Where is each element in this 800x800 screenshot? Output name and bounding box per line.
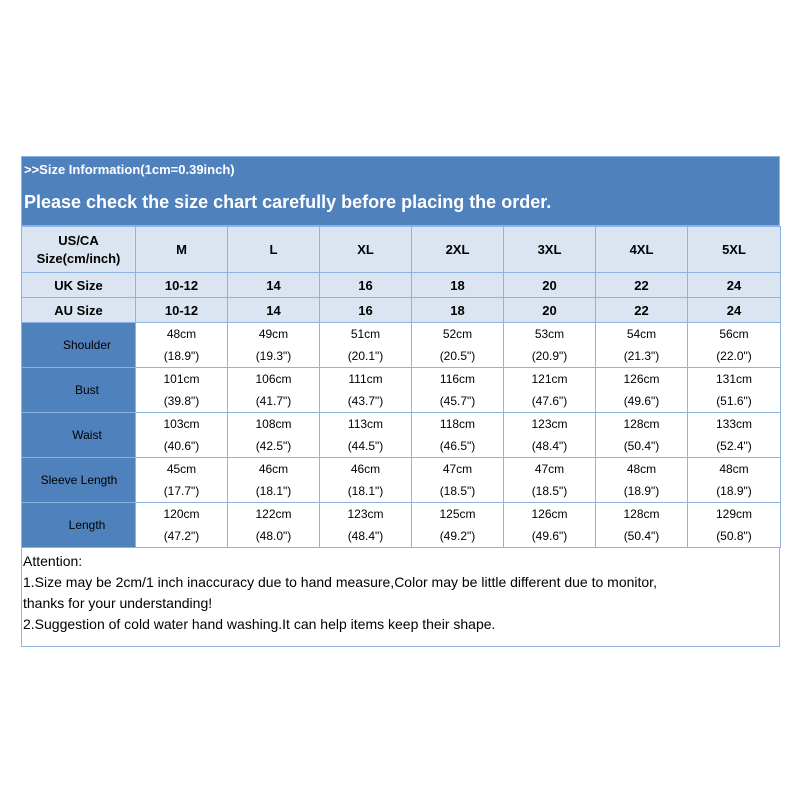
measurement-inch: (18.9") — [623, 484, 660, 498]
measurement-cm: 121cm — [531, 372, 568, 386]
measurement-cm: 108cm — [255, 417, 292, 431]
measurement-inch: (18.9") — [716, 484, 752, 498]
measurement-cell — [320, 323, 412, 368]
attention-note-1-cont: thanks for your understanding! — [23, 595, 213, 611]
measurement-inch: (44.5") — [347, 439, 384, 453]
measurement-inch: (48.0") — [255, 529, 292, 543]
au-size-cell: 24 — [688, 298, 781, 323]
measurement-inch: (39.8") — [163, 394, 200, 408]
measurement-cell — [320, 503, 412, 548]
measurement-cm: 47cm — [534, 462, 565, 476]
measurement-cm: 48cm — [166, 327, 197, 341]
uk-size-cell: 22 — [596, 273, 688, 298]
size-header-cell: 3XL — [504, 227, 596, 273]
measurement-cell — [320, 458, 412, 503]
size-header-cell: 5XL — [688, 227, 781, 273]
measurement-inch: (52.4") — [716, 439, 752, 453]
measurement-cm: 123cm — [531, 417, 568, 431]
measurement-cm: 103cm — [163, 417, 200, 431]
measurement-row — [22, 368, 781, 413]
measurement-cm: 46cm — [350, 462, 381, 476]
au-size-cell: 10-12 — [136, 298, 228, 323]
measurement-cm: 101cm — [163, 372, 200, 386]
measurement-inch: (50.8") — [716, 529, 752, 543]
measurement-cell — [412, 323, 504, 368]
measurement-cell — [596, 413, 688, 458]
measurement-cell — [504, 323, 596, 368]
measurement-cm: 128cm — [623, 507, 660, 521]
measurement-cell — [412, 413, 504, 458]
au-size-cell: 18 — [412, 298, 504, 323]
measurement-cell — [136, 458, 228, 503]
measurement-inch: (41.7") — [255, 394, 292, 408]
measurement-cm: 56cm — [719, 327, 749, 341]
measurement-label — [22, 458, 136, 503]
measurement-cm: 129cm — [715, 507, 753, 521]
measurement-cell — [596, 503, 688, 548]
size-header-cell: M — [136, 227, 228, 273]
measurement-inch: (46.5") — [439, 439, 476, 453]
size-info-title: >>Size Information(1cm=0.39inch) — [24, 162, 235, 177]
measurement-cell — [228, 458, 320, 503]
measurement-cm: 48cm — [719, 462, 749, 476]
measurement-label-text: Shoulder — [62, 338, 112, 352]
measurement-inch: (48.4") — [531, 439, 568, 453]
measurement-cell — [136, 503, 228, 548]
size-header-cell: 2XL — [412, 227, 504, 273]
size-chart-sheet — [21, 156, 780, 647]
corner-label-us-ca: US/CA — [58, 232, 99, 248]
measurement-inch: (50.4") — [623, 529, 660, 543]
measurement-inch: (49.2") — [439, 529, 476, 543]
measurement-cm: 111cm — [348, 372, 383, 386]
measurement-cm: 128cm — [623, 417, 660, 431]
measurement-cell — [412, 368, 504, 413]
measurement-label — [22, 503, 136, 548]
uk-size-cell: 18 — [412, 273, 504, 298]
attention-note-2: 2.Suggestion of cold water hand washing.It can help items keep their shape. — [23, 616, 496, 632]
measurement-row — [22, 323, 781, 368]
measurement-inch: (21.3") — [623, 349, 660, 363]
measurement-cell — [596, 368, 688, 413]
measurement-inch: (19.3") — [255, 349, 292, 363]
au-size-label: AU Size — [22, 298, 136, 323]
attention-notes — [21, 548, 780, 647]
measurement-inch: (18.5") — [531, 484, 568, 498]
measurement-cm: 120cm — [163, 507, 200, 521]
measurement-cm: 47cm — [442, 462, 473, 476]
measurement-cm: 49cm — [258, 327, 289, 341]
measurement-cm: 53cm — [534, 327, 565, 341]
measurement-inch: (51.6") — [716, 394, 752, 408]
measurement-cm: 52cm — [442, 327, 473, 341]
size-header-row — [22, 227, 781, 273]
measurement-cm: 45cm — [166, 462, 197, 476]
measurement-label — [22, 368, 136, 413]
measurement-inch: (49.6") — [531, 529, 568, 543]
uk-size-label: UK Size — [22, 273, 136, 298]
measurement-cm: 106cm — [255, 372, 292, 386]
uk-size-row — [22, 273, 781, 298]
measurement-label-text: Sleeve Length — [40, 473, 118, 487]
uk-size-cell: 24 — [688, 273, 781, 298]
size-header-cell: L — [228, 227, 320, 273]
measurement-inch: (50.4") — [623, 439, 660, 453]
corner-cell — [22, 227, 136, 273]
measurement-cell — [136, 368, 228, 413]
measurement-cell — [688, 368, 781, 413]
measurement-cell — [596, 323, 688, 368]
au-size-cell: 16 — [320, 298, 412, 323]
measurement-inch: (43.7") — [347, 394, 384, 408]
measurement-inch: (47.6") — [531, 394, 568, 408]
measurement-cell — [320, 368, 412, 413]
measurement-label-text: Length — [68, 518, 106, 532]
measurement-cell — [136, 323, 228, 368]
uk-size-cell: 16 — [320, 273, 412, 298]
size-header-cell: 4XL — [596, 227, 688, 273]
measurement-cell — [412, 503, 504, 548]
measurement-cell — [228, 323, 320, 368]
uk-size-cell: 10-12 — [136, 273, 228, 298]
measurement-cell — [504, 458, 596, 503]
attention-note-1: 1.Size may be 2cm/1 inch inaccuracy due to hand measure,Color may be little different due to monitor, — [23, 574, 657, 590]
measurement-row — [22, 503, 781, 548]
measurement-cell — [688, 503, 781, 548]
measurement-cm: 125cm — [439, 507, 476, 521]
size-check-headline: Please check the size chart carefully before placing the order. — [24, 192, 552, 212]
measurement-row — [22, 458, 781, 503]
measurement-cell — [504, 503, 596, 548]
measurement-label-text: Waist — [72, 428, 102, 442]
measurement-inch: (18.5") — [439, 484, 476, 498]
size-table — [21, 226, 781, 548]
measurement-cell — [688, 323, 781, 368]
measurement-row — [22, 413, 781, 458]
size-info-banner — [21, 156, 780, 226]
measurement-cell — [504, 413, 596, 458]
measurement-inch: (22.0") — [716, 349, 752, 363]
attention-heading: Attention: — [23, 553, 83, 569]
measurement-cm: 118cm — [439, 417, 476, 431]
measurement-cm: 46cm — [258, 462, 289, 476]
measurement-inch: (45.7") — [439, 394, 476, 408]
measurement-inch: (18.9") — [163, 349, 200, 363]
measurement-cm: 54cm — [626, 327, 657, 341]
measurement-cm: 131cm — [715, 372, 753, 386]
measurement-inch: (49.6") — [623, 394, 660, 408]
measurement-cm: 123cm — [347, 507, 384, 521]
measurement-inch: (17.7") — [163, 484, 200, 498]
uk-size-cell: 20 — [504, 273, 596, 298]
measurement-cell — [228, 368, 320, 413]
measurement-cm: 126cm — [623, 372, 660, 386]
measurement-cell — [228, 503, 320, 548]
measurement-cell — [596, 458, 688, 503]
measurement-inch: (48.4") — [347, 529, 384, 543]
measurement-cell — [412, 458, 504, 503]
measurement-label — [22, 323, 136, 368]
measurement-cm: 122cm — [255, 507, 292, 521]
corner-label-unit: Size(cm/inch) — [36, 250, 121, 266]
uk-size-cell: 14 — [228, 273, 320, 298]
measurement-cm: 126cm — [531, 507, 568, 521]
measurement-inch: (42.5") — [255, 439, 292, 453]
measurement-inch: (47.2") — [163, 529, 200, 543]
au-size-cell: 14 — [228, 298, 320, 323]
measurement-inch: (18.1") — [255, 484, 292, 498]
measurement-inch: (20.1") — [347, 349, 384, 363]
measurement-cell — [320, 413, 412, 458]
measurement-cm: 133cm — [715, 417, 753, 431]
measurement-cm: 51cm — [350, 327, 381, 341]
size-header-cell: XL — [320, 227, 412, 273]
measurement-cell — [688, 458, 781, 503]
measurement-inch: (40.6") — [163, 439, 200, 453]
au-size-cell: 20 — [504, 298, 596, 323]
measurement-label-text: Bust — [74, 383, 99, 397]
au-size-row — [22, 298, 781, 323]
measurement-cell — [688, 413, 781, 458]
measurement-cm: 48cm — [626, 462, 657, 476]
measurement-cell — [136, 413, 228, 458]
measurement-inch: (20.5") — [439, 349, 476, 363]
measurement-cm: 113cm — [347, 417, 384, 431]
au-size-cell: 22 — [596, 298, 688, 323]
measurement-inch: (18.1") — [347, 484, 384, 498]
measurement-inch: (20.9") — [531, 349, 568, 363]
measurement-cm: 116cm — [439, 372, 476, 386]
measurement-cell — [504, 368, 596, 413]
measurement-label — [22, 413, 136, 458]
measurement-cell — [228, 413, 320, 458]
